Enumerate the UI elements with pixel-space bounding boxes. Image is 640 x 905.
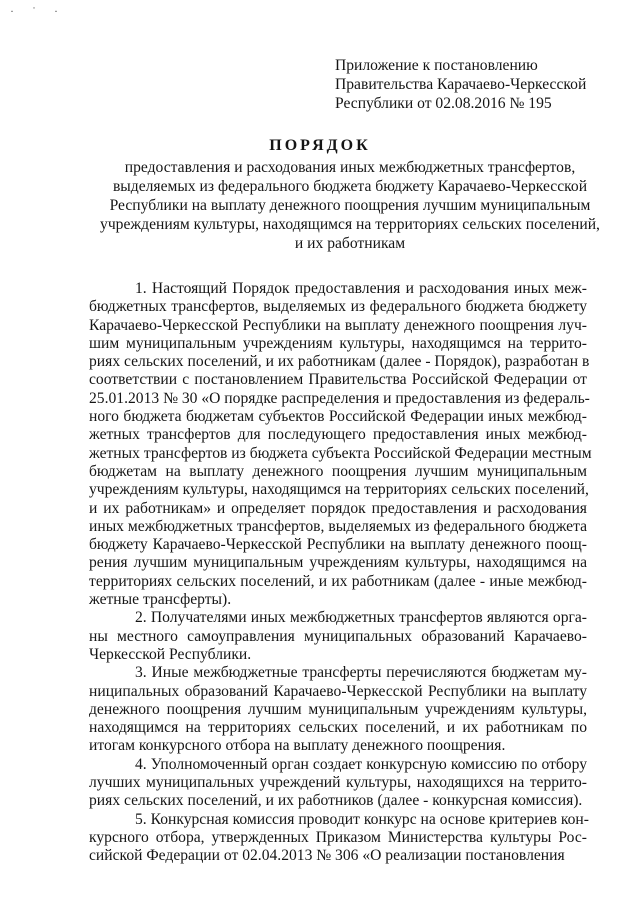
paragraph-line: Карачаево-Черкесской Республики на выплату денежного поощрения луч- bbox=[89, 316, 587, 334]
paragraph-line: ны местного самоуправления муниципальных образований Карачаево- bbox=[89, 627, 587, 645]
paragraph-line: территориях сельских поселений, и их работникам (далее - иные межбюд- bbox=[89, 572, 587, 590]
paragraph-line: учреждениям культуры, находящимся на территориях сельских поселений, bbox=[89, 481, 589, 499]
paragraph-line: 25.01.2013 № 30 «О порядке распределения и предоставления из федераль- bbox=[89, 389, 590, 407]
paragraph-line: ниципальных образований Карачаево-Черкесской Республики на выплату bbox=[89, 682, 587, 700]
paragraph-line: курсного отбора, утвержденных Приказом Министерства культуры Рос- bbox=[89, 828, 587, 846]
paragraph-line: иных межбюджетных трансфертов, выделяемых из федерального бюджета bbox=[89, 517, 587, 535]
paragraph-line: денежного поощрения лучшим муниципальным учреждениям культуры, bbox=[89, 700, 587, 718]
paragraph-line: бюджету Карачаево-Черкесской Республики на выплату денежного поощ- bbox=[89, 536, 587, 554]
appendix-line: Республики от 02.08.2016 № 195 bbox=[335, 95, 552, 112]
paragraph-line: жетных трансфертов для последующего предоставления иных межбюд- bbox=[89, 426, 587, 444]
paragraph-line: риях сельских поселений, и их работников (далее - конкурсная комиссия). bbox=[89, 792, 583, 810]
appendix-line: Приложение к постановлению bbox=[335, 57, 538, 74]
paragraph-line: Черкесской Республики. bbox=[89, 645, 252, 663]
paragraph-5 bbox=[89, 811, 587, 866]
document-title: ПОРЯДОК bbox=[269, 137, 371, 154]
appendix-line: Правительства Карачаево-Черкесской bbox=[335, 76, 587, 93]
scan-artifact: · ˙ · bbox=[10, 4, 62, 18]
paragraph-line: лучших муниципальных учреждений культуры, находящихся на террито- bbox=[89, 774, 587, 792]
subtitle-line: учреждениям культуры, находящимся на территориях сельских поселений, bbox=[100, 216, 600, 233]
subtitle-line: Республики на выплату денежного поощрения лучшим муниципальным bbox=[109, 197, 591, 214]
paragraph-line: итогам конкурсного отбора на выплату денежного поощрения. bbox=[89, 737, 506, 755]
paragraph-line: 1. Настоящий Порядок предоставления и расходования иных меж- bbox=[135, 280, 587, 297]
paragraph-1 bbox=[89, 280, 592, 609]
paragraph-2 bbox=[89, 609, 587, 664]
paragraph-line: соответствии с постановлением Правительства Российской Федерации от bbox=[89, 371, 587, 389]
paragraph-line: бюджетных трансфертов, выделяемых из федерального бюджета бюджету bbox=[89, 298, 587, 316]
subtitle-line: выделяемых из федерального бюджета бюджету Карачаево-Черкесской bbox=[112, 178, 588, 195]
paragraph-line: риях сельских поселений, и их работникам (далее - Порядок), разработан в bbox=[89, 353, 590, 371]
subtitle-line: предоставления и расходования иных межбюджетных трансфертов, bbox=[124, 159, 576, 176]
paragraph-line: жетных трансфертов из бюджета субъекта Российской Федерации местным bbox=[89, 444, 592, 462]
paragraph-line: находящимся на территориях сельских поселений, и их работникам по bbox=[89, 719, 587, 737]
paragraph-line: шим муниципальным учреждениям культуры, находящимся на террито- bbox=[89, 334, 587, 352]
document-body bbox=[89, 280, 592, 866]
appendix-header bbox=[335, 56, 635, 113]
paragraph-4 bbox=[89, 756, 587, 811]
paragraph-line: 2. Получателями иных межбюджетных трансфертов являются орга- bbox=[135, 609, 587, 627]
subtitle-line: и их работникам bbox=[294, 235, 406, 252]
paragraph-3 bbox=[89, 664, 587, 755]
paragraph-line: и их работникам» и определяет порядок предоставления и расходования bbox=[89, 499, 587, 517]
paragraph-line: 5. Конкурсная комиссия проводит конкурс на основе критериев кон- bbox=[135, 810, 589, 828]
paragraph-line: бюджетам на выплату денежного поощрения лучшим муниципальным bbox=[89, 462, 587, 480]
paragraph-line: 4. Уполномоченный орган создает конкурсную комиссию по отбору bbox=[135, 755, 587, 773]
paragraph-line: рения лучшим муниципальным учреждениям культуры, находящимся на bbox=[89, 554, 587, 572]
paragraph-line: жетные трансферты). bbox=[89, 591, 232, 609]
paragraph-line: 3. Иные межбюджетные трансферты перечисляются бюджетам му- bbox=[135, 664, 587, 682]
paragraph-line: ного бюджета бюджетам субъектов Российской Федерации иных межбюд- bbox=[89, 408, 587, 426]
paragraph-line: сийской Федерации от 02.04.2013 № 306 «О реализации постановления bbox=[89, 847, 565, 865]
document-subtitle bbox=[100, 158, 600, 253]
